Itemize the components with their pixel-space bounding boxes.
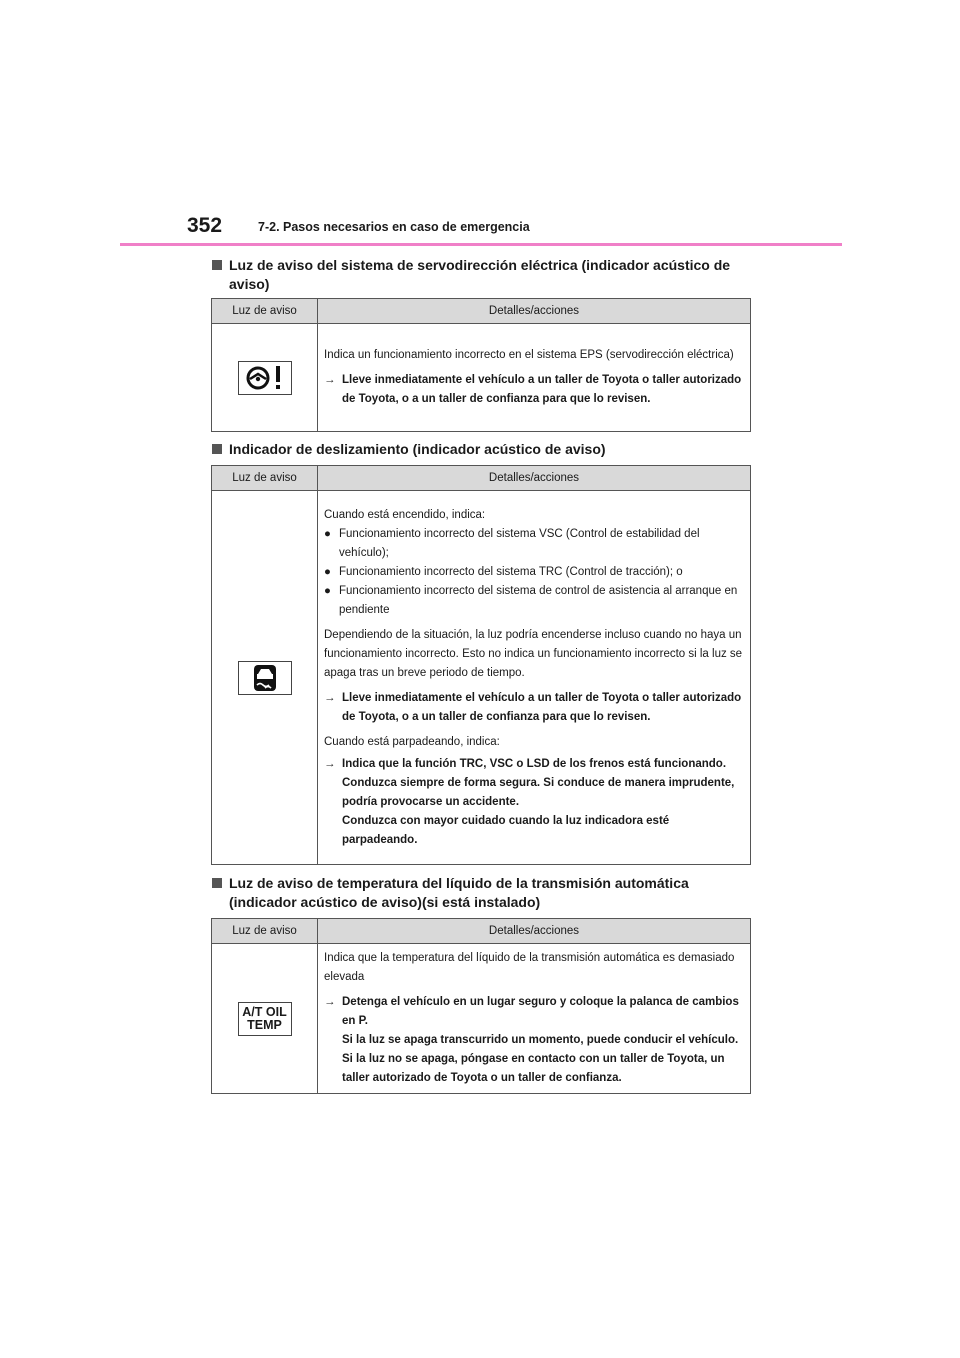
square-bullet-icon [212,878,222,888]
column-header: Detalles/acciones [318,919,751,944]
column-header: Luz de aviso [212,919,318,944]
at-oil-temp-icon: A/T OIL TEMP [238,1002,292,1036]
description: Cuando está encendido, indica: [324,508,486,521]
column-header: Luz de aviso [212,299,318,324]
header-rule [120,243,842,246]
section-heading: Luz de aviso de temperatura del líquido de la transmisión automática (indicador acústico de aviso)(si está instalado) [212,874,759,912]
section-heading: Luz de aviso del sistema de servodirección eléctrica (indicador acústico de aviso) [212,256,759,294]
description: Cuando está parpadeando, indica: [324,735,500,748]
bullet-item: ● Funcionamiento incorrecto del sistema de control de asistencia al arranque en pendiente [324,582,745,620]
warning-table-eps [211,298,751,432]
action-item: → Lleve inmediatamente el vehículo a un taller de Toyota o taller autorizado de Toyota, o a un taller de confianza para que lo revisen. [324,371,745,409]
warning-table-slip [211,465,751,865]
column-header: Detalles/acciones [318,299,751,324]
bullet-item: ● Funcionamiento incorrecto del sistema VSC (Control de estabilidad del vehículo); [324,525,745,563]
arrow-icon: → [324,757,336,770]
eps-warning-icon [238,361,292,395]
square-bullet-icon [212,444,222,454]
arrow-icon: → [324,374,336,386]
slip-indicator-icon [238,661,292,695]
square-bullet-icon [212,260,222,270]
description: Indica que la temperatura del líquido de la transmisión automática es demasiado elevada [324,952,735,983]
description: Indica un funcionamiento incorrecto en el sistema EPS (servodirección eléctrica) [324,349,734,361]
action-item: → Detenga el vehículo en un lugar seguro y coloque la palanca de cambios en P. Si la luz se apaga transcurrido un momento, puede conducir el vehículo. Si la luz no se apaga, póngase en contacto con un taller de Toyota, un taller autorizado de Toyota o un taller de confianza. [324,993,745,1088]
bullet-dot-icon: ● [324,527,331,540]
arrow-icon: → [324,996,336,1008]
chapter-title: 7-2. Pasos necesarios en caso de emergencia [258,220,530,234]
column-header: Detalles/acciones [318,466,751,491]
bullet-item: ● Funcionamiento incorrecto del sistema TRC (Control de tracción); o [324,563,745,582]
action-item: → Indica que la función TRC, VSC o LSD de los frenos está funcionando. Conduzca siempre de forma segura. Si conduce de manera imprudente, podría provocarse un accidente. Conduzca con mayor cuidado cuando la luz indicadora esté parpadeando. [324,755,745,850]
page-number: 352 [187,214,223,237]
bullet-dot-icon: ● [324,565,331,578]
column-header: Luz de aviso [212,466,318,491]
arrow-icon: → [324,691,336,704]
action-item: → Lleve inmediatamente el vehículo a un taller de Toyota o taller autorizado de Toyota, o a un taller de confianza para que lo revisen. [324,689,745,727]
bullet-dot-icon: ● [324,584,331,597]
warning-table-at-oil-temp [211,918,751,1094]
section-heading: Indicador de deslizamiento (indicador acústico de aviso) [212,440,759,459]
note: Dependiendo de la situación, la luz podría encenderse incluso cuando no haya un funcionamiento incorrecto. Esto no indica un funcionamiento incorrecto si la luz se apaga tras un breve periodo de tiempo. [324,628,743,679]
